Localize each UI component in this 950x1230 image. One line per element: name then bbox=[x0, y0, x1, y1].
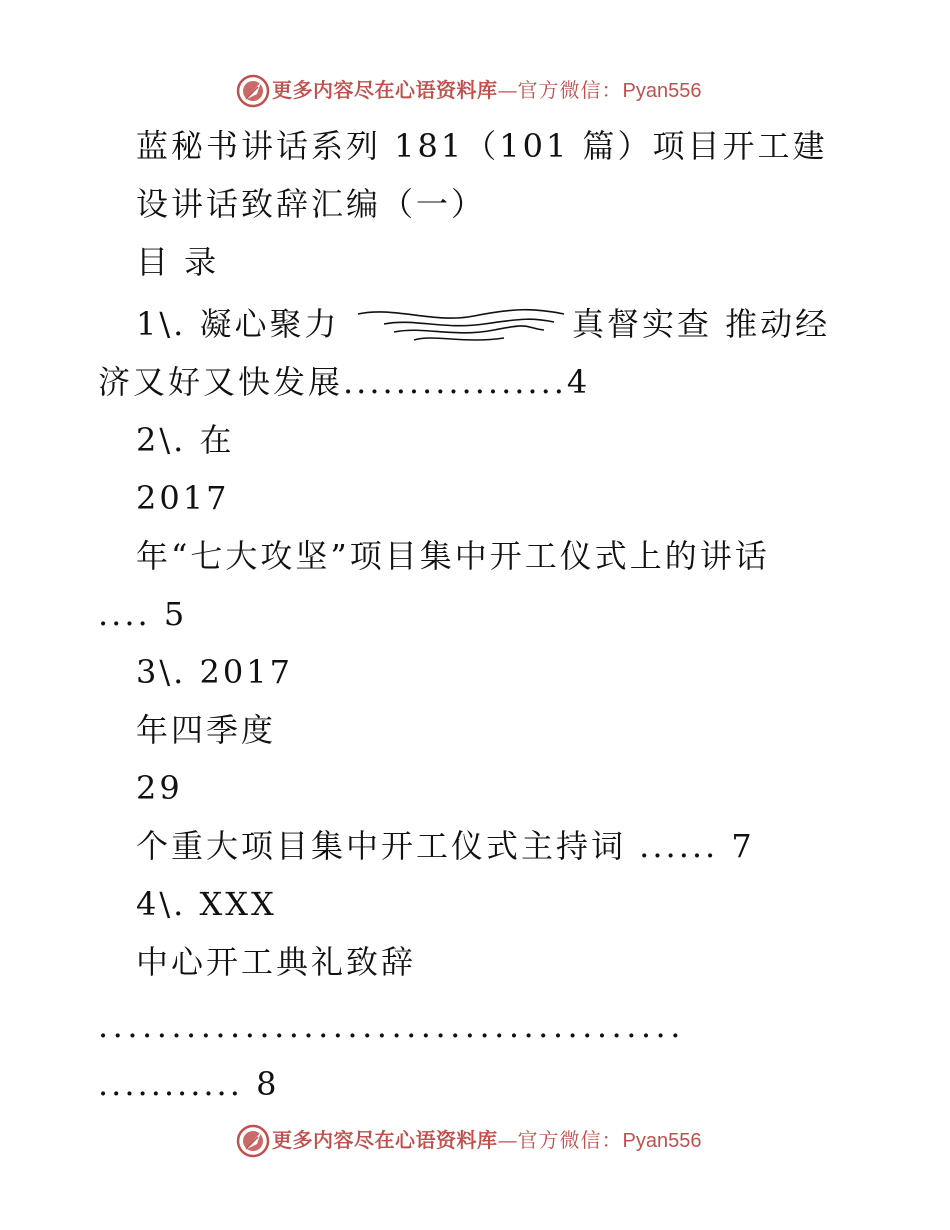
toc-entry-1-part3: 济又好又快发展.................4 bbox=[98, 363, 591, 401]
banner-brand: 更多内容尽在心语资料库 bbox=[272, 1128, 498, 1152]
toc-entry-1-part1: 1\. 凝心聚力 bbox=[136, 305, 340, 343]
toc-entry-4-part4: ........... 8 bbox=[98, 1065, 280, 1103]
quill-logo-icon bbox=[236, 1124, 270, 1158]
toc-entry-4-part1: 4\. XXX bbox=[136, 885, 277, 923]
wavy-line-decoration bbox=[354, 304, 568, 348]
banner-wechat-label: 官方微信： bbox=[517, 78, 623, 102]
banner-wechat-label: 官方微信： bbox=[517, 1128, 623, 1152]
toc-entry-3-part4: 个重大项目集中开工仪式主持词 ...... 7 bbox=[136, 827, 755, 865]
toc-entry-2-part1: 2\. 在 bbox=[136, 421, 235, 459]
toc-entry-2-part2: 2017 bbox=[136, 479, 230, 517]
banner-dash: — bbox=[497, 78, 518, 102]
toc-entry-1-part2: 真督实查 推动经 bbox=[572, 305, 831, 343]
toc-entry-4-part3: ........................................ bbox=[98, 1007, 685, 1045]
banner-brand: 更多内容尽在心语资料库 bbox=[272, 78, 498, 102]
quill-logo-icon bbox=[236, 74, 270, 108]
banner-text bbox=[272, 1128, 701, 1153]
header-banner bbox=[0, 72, 950, 112]
doc-title-line1: 蓝秘书讲话系列 181（101 篇）项目开工建 bbox=[136, 127, 828, 165]
doc-title-line2: 设讲话致辞汇编（一） bbox=[136, 185, 487, 223]
toc-heading: 目 录 bbox=[136, 243, 220, 281]
toc-entry-2-part3: 年“七大攻坚”项目集中开工仪式上的讲话 bbox=[136, 537, 770, 575]
toc-entry-3-part1: 3\. 2017 bbox=[136, 653, 293, 691]
toc-entry-4-part2: 中心开工典礼致辞 bbox=[136, 943, 417, 981]
toc-entry-3-part3: 29 bbox=[136, 769, 183, 807]
toc-entry-2-part4: .... 5 bbox=[98, 595, 188, 633]
banner-text bbox=[272, 78, 701, 103]
toc-entry-3-part2: 年四季度 bbox=[136, 711, 277, 749]
footer-banner bbox=[0, 1122, 950, 1162]
banner-dash: — bbox=[497, 1128, 518, 1152]
banner-account: Pyan556 bbox=[622, 1130, 702, 1152]
banner-account: Pyan556 bbox=[622, 80, 702, 102]
